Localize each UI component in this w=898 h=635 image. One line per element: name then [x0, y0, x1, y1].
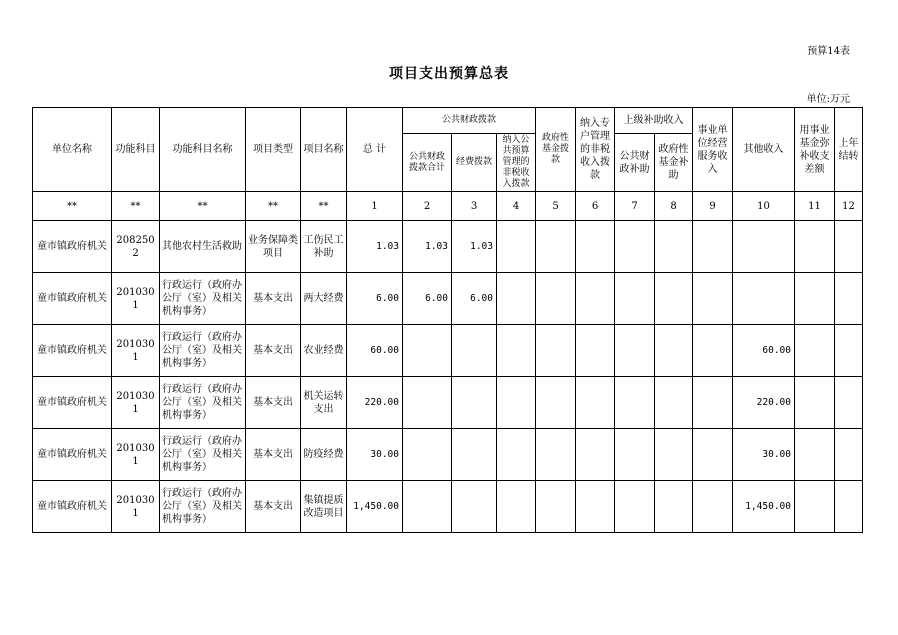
index-cell: 3 [452, 192, 497, 221]
cell-total: 220.00 [347, 377, 403, 429]
cell-carry [835, 377, 863, 429]
cell-carry [835, 221, 863, 273]
cell-unit: 童市镇政府机关 [33, 221, 112, 273]
cell-special-mgmt [576, 429, 615, 481]
index-cell: 8 [655, 192, 693, 221]
index-cell: 2 [403, 192, 452, 221]
cell-expense: 1.03 [452, 221, 497, 273]
cell-proj-name: 两大经费 [301, 273, 347, 325]
cell-upper-gov [655, 325, 693, 377]
cell-expense: 6.00 [452, 273, 497, 325]
cell-total: 1.03 [347, 221, 403, 273]
cell-proj-type: 基本支出 [246, 325, 301, 377]
cell-budget-mgmt [497, 325, 536, 377]
cell-other [733, 221, 795, 273]
table-row [33, 325, 863, 377]
cell-gov-fund [536, 377, 576, 429]
cell-public-total [403, 481, 452, 533]
cell-unit: 童市镇政府机关 [33, 481, 112, 533]
table-row [33, 377, 863, 429]
index-cell: ** [33, 192, 112, 221]
cell-func-name: 行政运行（政府办公厅（室）及相关机构事务） [160, 429, 246, 481]
cell-func-name: 行政运行（政府办公厅（室）及相关机构事务） [160, 325, 246, 377]
cell-expense [452, 325, 497, 377]
cell-special-mgmt [576, 325, 615, 377]
cell-total: 1,450.00 [347, 481, 403, 533]
cell-proj-type: 业务保障类项目 [246, 221, 301, 273]
index-cell: 7 [615, 192, 655, 221]
table-row [33, 481, 863, 533]
cell-proj-name: 机关运转支出 [301, 377, 347, 429]
table-row [33, 221, 863, 273]
cell-func-code: 2082502 [112, 221, 160, 273]
cell-special-mgmt [576, 377, 615, 429]
cell-unit: 童市镇政府机关 [33, 325, 112, 377]
cell-unit: 童市镇政府机关 [33, 429, 112, 481]
cell-proj-name: 工伤民工补助 [301, 221, 347, 273]
cell-func-name: 行政运行（政府办公厅（室）及相关机构事务） [160, 273, 246, 325]
cell-gov-fund [536, 273, 576, 325]
index-cell: 5 [536, 192, 576, 221]
cell-other: 60.00 [733, 325, 795, 377]
cell-unit: 童市镇政府机关 [33, 273, 112, 325]
index-cell: ** [112, 192, 160, 221]
index-cell: ** [301, 192, 347, 221]
cell-fund-diff [795, 273, 835, 325]
cell-func-code: 2010301 [112, 325, 160, 377]
cell-func-name: 其他农村生活救助 [160, 221, 246, 273]
header-proj-type: 项目类型 [246, 108, 301, 192]
index-cell: 9 [693, 192, 733, 221]
cell-expense [452, 481, 497, 533]
cell-upper-public [615, 377, 655, 429]
header-public-group: 公共财政拨款 [403, 108, 536, 134]
cell-upper-public [615, 273, 655, 325]
header-business: 事业单位经营服务收入 [693, 108, 733, 192]
cell-budget-mgmt [497, 221, 536, 273]
index-cell: 4 [497, 192, 536, 221]
header-proj-name: 项目名称 [301, 108, 347, 192]
cell-total: 60.00 [347, 325, 403, 377]
cell-public-total: 1.03 [403, 221, 452, 273]
cell-public-total [403, 429, 452, 481]
cell-proj-name: 防疫经费 [301, 429, 347, 481]
cell-business [693, 221, 733, 273]
cell-func-code: 2010301 [112, 481, 160, 533]
header-other: 其他收入 [733, 108, 795, 192]
cell-upper-gov [655, 429, 693, 481]
index-cell: 11 [795, 192, 835, 221]
unit-label: 单位:万元 [806, 94, 850, 105]
cell-func-name: 行政运行（政府办公厅（室）及相关机构事务） [160, 481, 246, 533]
cell-budget-mgmt [497, 481, 536, 533]
cell-business [693, 429, 733, 481]
table-row [33, 429, 863, 481]
header-func-code: 功能科目 [112, 108, 160, 192]
cell-business [693, 377, 733, 429]
cell-gov-fund [536, 429, 576, 481]
budget-table [32, 107, 863, 533]
cell-fund-diff [795, 221, 835, 273]
cell-public-total [403, 325, 452, 377]
header-upper-public: 公共财政补助 [615, 134, 655, 192]
cell-other: 220.00 [733, 377, 795, 429]
cell-budget-mgmt [497, 273, 536, 325]
cell-budget-mgmt [497, 429, 536, 481]
cell-upper-public [615, 325, 655, 377]
cell-proj-type: 基本支出 [246, 429, 301, 481]
index-cell: 1 [347, 192, 403, 221]
cell-special-mgmt [576, 273, 615, 325]
cell-total: 30.00 [347, 429, 403, 481]
cell-proj-type: 基本支出 [246, 481, 301, 533]
header-special-mgmt: 纳入专户管理的非税收入拨款 [576, 108, 615, 192]
cell-total: 6.00 [347, 273, 403, 325]
header-budget-mgmt: 纳入公共预算管理的非税收入拨款 [497, 134, 536, 192]
cell-carry [835, 273, 863, 325]
header-total: 总 计 [347, 108, 403, 192]
cell-proj-name: 农业经费 [301, 325, 347, 377]
cell-proj-type: 基本支出 [246, 377, 301, 429]
cell-expense [452, 429, 497, 481]
cell-proj-name: 集镇提质改造项目 [301, 481, 347, 533]
cell-upper-public [615, 481, 655, 533]
cell-public-total [403, 377, 452, 429]
cell-upper-gov [655, 273, 693, 325]
header-public-total: 公共财政拨款合计 [403, 134, 452, 192]
table-row [33, 273, 863, 325]
cell-carry [835, 325, 863, 377]
header-carry: 上年结转 [835, 108, 863, 192]
cell-business [693, 325, 733, 377]
cell-upper-gov [655, 377, 693, 429]
cell-carry [835, 429, 863, 481]
header-unit-name: 单位名称 [33, 108, 112, 192]
cell-func-name: 行政运行（政府办公厅（室）及相关机构事务） [160, 377, 246, 429]
cell-budget-mgmt [497, 377, 536, 429]
cell-public-total: 6.00 [403, 273, 452, 325]
index-cell: ** [246, 192, 301, 221]
cell-business [693, 273, 733, 325]
cell-special-mgmt [576, 481, 615, 533]
cell-func-code: 2010301 [112, 273, 160, 325]
cell-func-code: 2010301 [112, 377, 160, 429]
header-upper-gov: 政府性基金补助 [655, 134, 693, 192]
cell-upper-gov [655, 221, 693, 273]
cell-proj-type: 基本支出 [246, 273, 301, 325]
cell-fund-diff [795, 481, 835, 533]
cell-gov-fund [536, 481, 576, 533]
cell-fund-diff [795, 377, 835, 429]
cell-upper-gov [655, 481, 693, 533]
cell-fund-diff [795, 429, 835, 481]
header-gov-fund: 政府性基金拨款 [536, 108, 576, 192]
cell-upper-public [615, 429, 655, 481]
table-code: 预算14表 [807, 46, 850, 57]
index-cell: 10 [733, 192, 795, 221]
cell-fund-diff [795, 325, 835, 377]
header-func-name: 功能科目名称 [160, 108, 246, 192]
index-cell: ** [160, 192, 246, 221]
header-expense: 经费拨款 [452, 134, 497, 192]
cell-other: 1,450.00 [733, 481, 795, 533]
cell-unit: 童市镇政府机关 [33, 377, 112, 429]
header-fund-diff: 用事业基金弥补收支差额 [795, 108, 835, 192]
index-cell: 12 [835, 192, 863, 221]
cell-special-mgmt [576, 221, 615, 273]
cell-other [733, 273, 795, 325]
index-cell: 6 [576, 192, 615, 221]
cell-expense [452, 377, 497, 429]
cell-business [693, 481, 733, 533]
cell-carry [835, 481, 863, 533]
cell-gov-fund [536, 221, 576, 273]
cell-upper-public [615, 221, 655, 273]
page-title: 项目支出预算总表 [389, 66, 509, 82]
cell-func-code: 2010301 [112, 429, 160, 481]
header-upper-group: 上级补助收入 [615, 108, 693, 134]
cell-other: 30.00 [733, 429, 795, 481]
cell-gov-fund [536, 325, 576, 377]
